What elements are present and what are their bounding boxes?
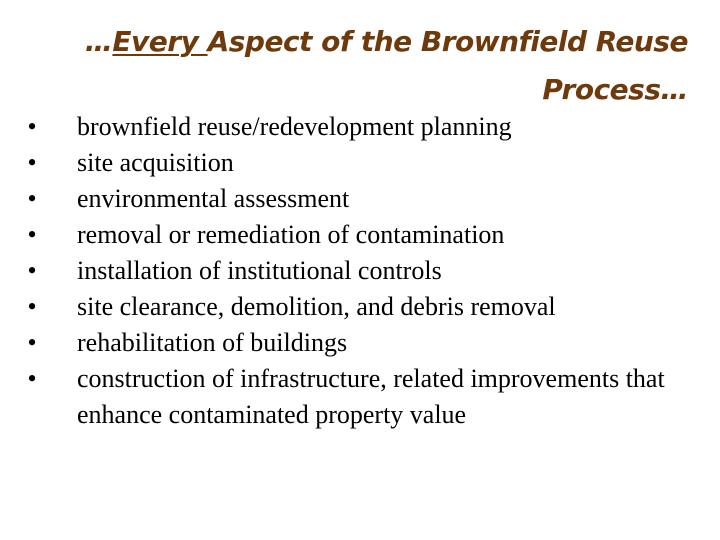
title-line-1 [60,18,688,66]
list-item [24,361,704,433]
title-underlined-word: Every [112,25,208,58]
list-item-text: installation of institutional controls [77,256,442,285]
list-item [24,217,704,253]
bullet-dot: • [27,328,37,357]
bullet-list [24,109,704,433]
list-item [24,253,704,289]
list-item [24,325,704,361]
bullet-dot: • [27,112,37,141]
list-item-text: site clearance, demolition, and debris removal [77,292,556,321]
list-item-text: construction of infrastructure, related improvements that enhance contaminated property value [77,364,665,429]
list-item-text: removal or remediation of contamination [77,220,505,249]
bullet-dot: • [27,364,37,393]
title-rest: Aspect of the Brownfield Reuse [207,25,688,58]
list-item [24,109,704,145]
title-line-2: Process… [542,73,688,106]
bullet-dot: • [27,292,37,321]
bullet-dot: • [27,184,37,213]
list-item-text: brownfield reuse/redevelopment planning [77,112,512,141]
slide-title [60,18,688,114]
bullet-dot: • [27,256,37,285]
bullet-dot: • [27,220,37,249]
list-item-text: site acquisition [77,148,234,177]
list-item-text: environmental assessment [77,184,350,213]
list-item [24,181,704,217]
list-item [24,145,704,181]
title-prefix: … [84,25,113,58]
bullet-dot: • [27,148,37,177]
list-item [24,289,704,325]
list-item-text: rehabilitation of buildings [77,328,348,357]
